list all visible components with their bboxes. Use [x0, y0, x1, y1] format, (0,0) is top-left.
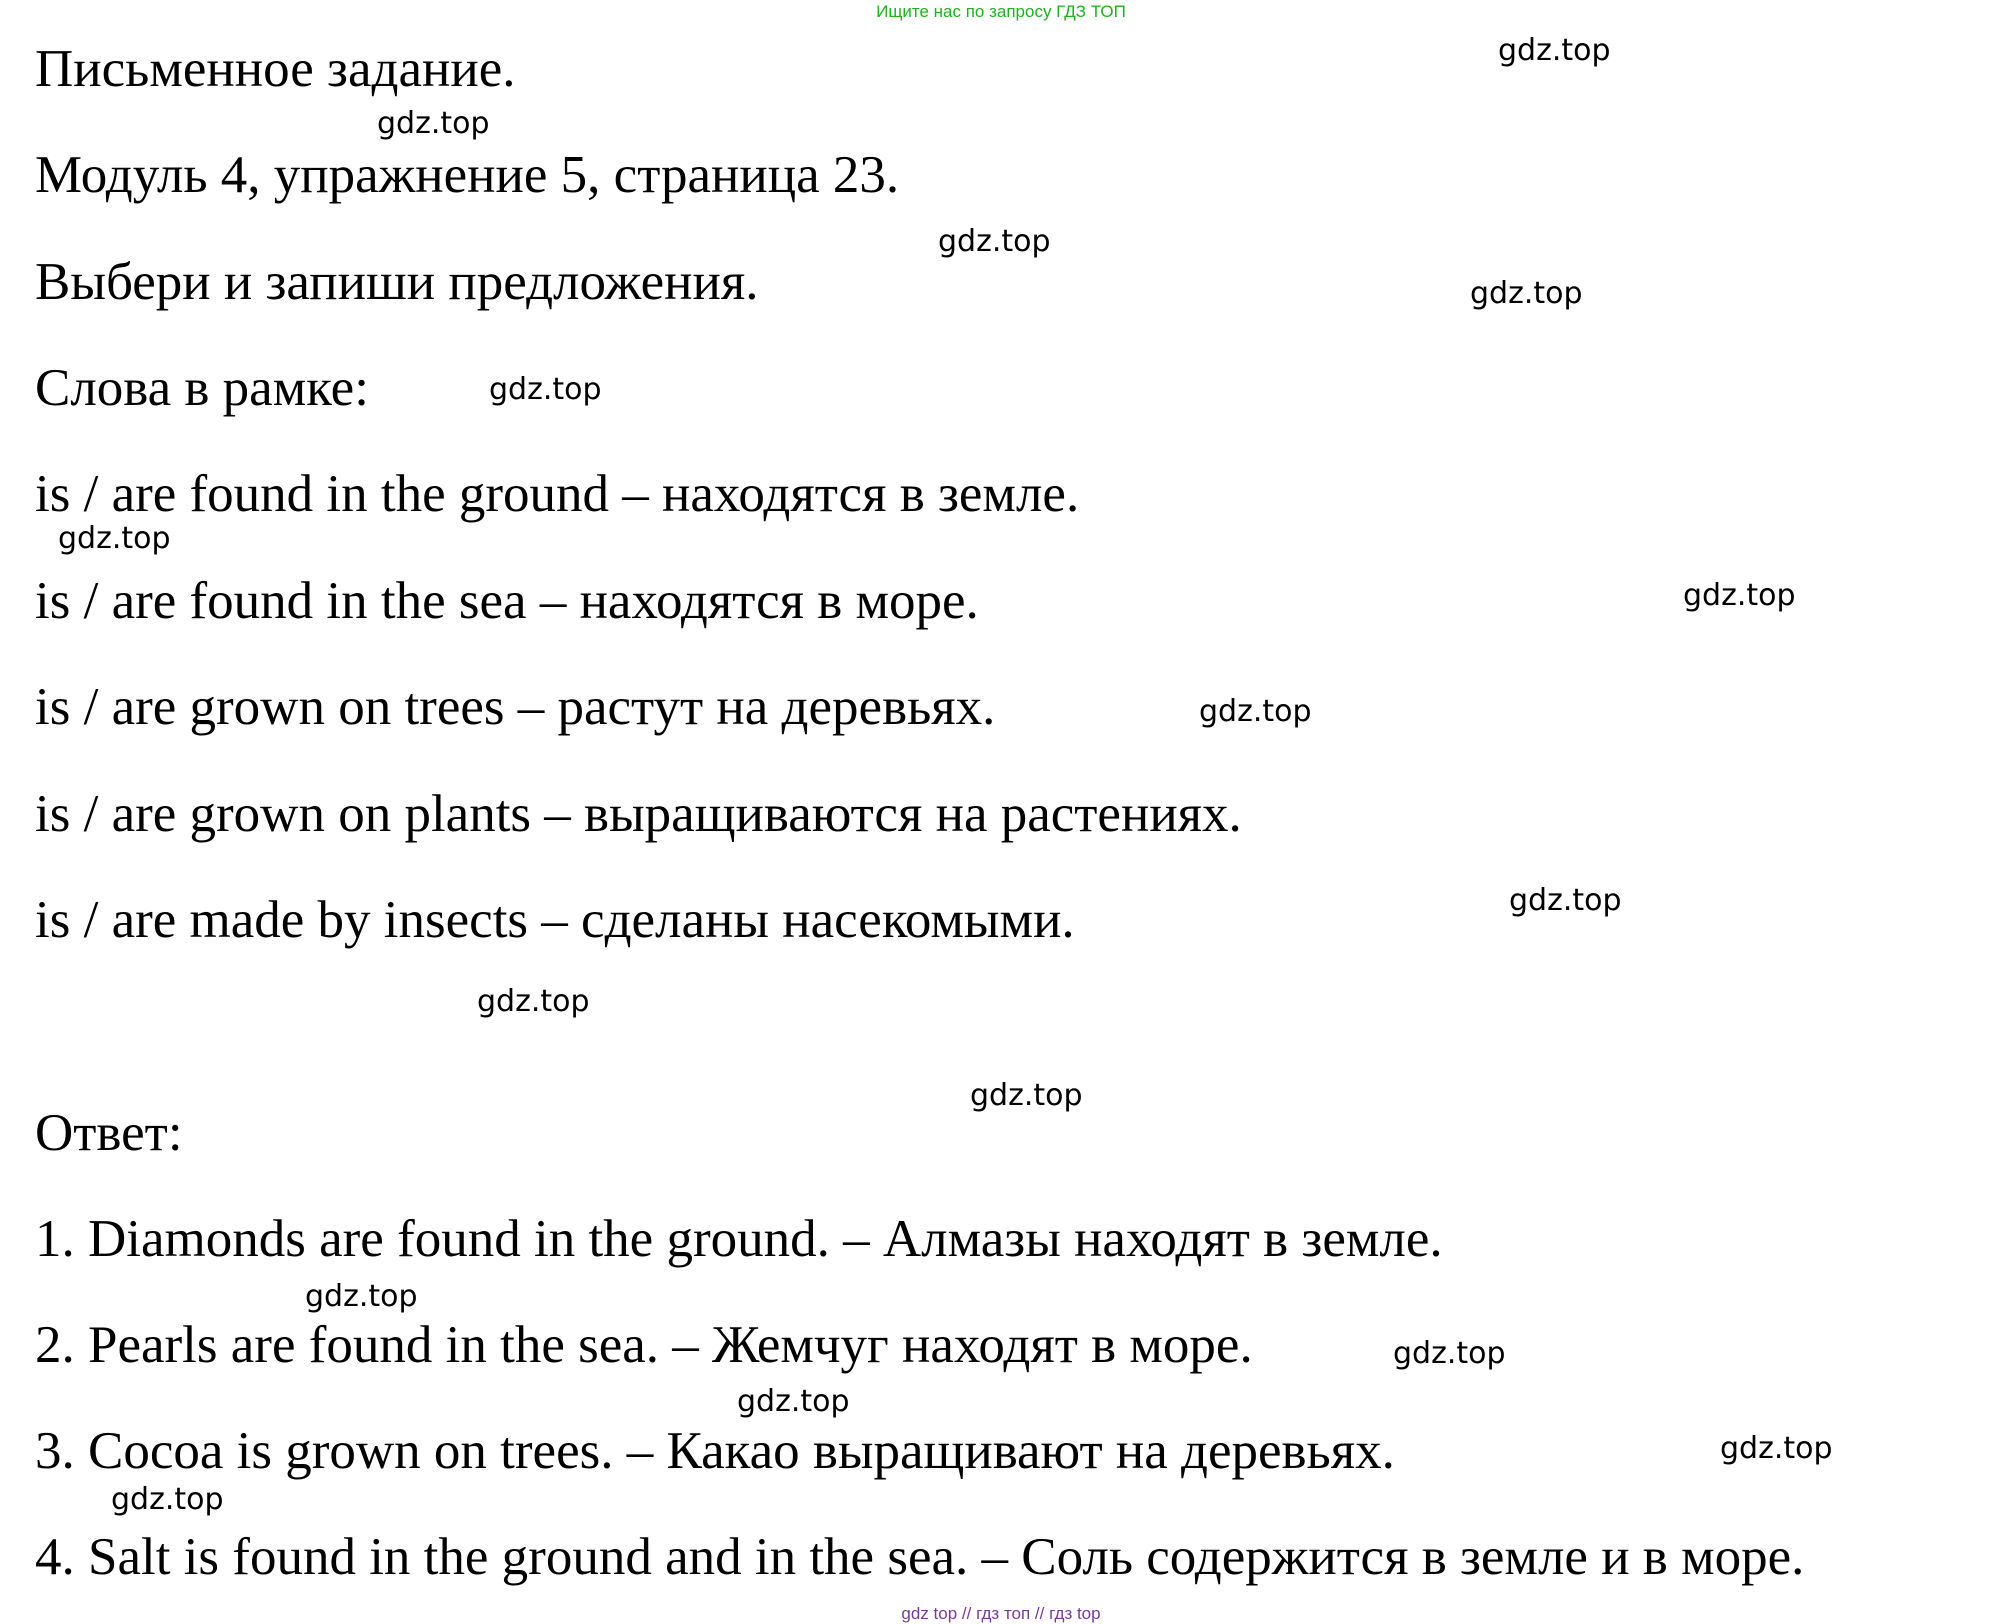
top-banner: Ищите нас по запросу ГДЗ ТОП [876, 2, 1126, 21]
watermark: gdz.top [477, 984, 590, 1019]
words-label: Слова в рамке: [35, 359, 369, 417]
watermark: gdz.top [1498, 33, 1611, 68]
word-item-3: is / are grown on trees – растут на деревьях. [35, 678, 996, 736]
watermark: gdz.top [1470, 276, 1583, 311]
instruction: Выбери и запиши предложения. [35, 253, 759, 311]
watermark: gdz.top [489, 372, 602, 407]
word-item-2: is / are found in the sea – находятся в море. [35, 572, 979, 630]
watermark: gdz.top [938, 224, 1051, 259]
watermark: gdz.top [377, 106, 490, 141]
bottom-banner: gdz top // гдз топ // гдз top [901, 1604, 1101, 1623]
watermark: gdz.top [1683, 578, 1796, 613]
watermark: gdz.top [1720, 1431, 1833, 1466]
word-item-5: is / are made by insects – сделаны насекомыми. [35, 891, 1075, 949]
watermark: gdz.top [305, 1279, 418, 1314]
title: Письменное задание. [35, 40, 516, 98]
answer-4: 4. Salt is found in the ground and in the sea. – Соль содержится в земле и в море. [35, 1528, 1805, 1586]
watermark: gdz.top [1393, 1336, 1506, 1371]
watermark: gdz.top [970, 1078, 1083, 1113]
word-item-1: is / are found in the ground – находятся в земле. [35, 465, 1080, 523]
answer-label: Ответ: [35, 1104, 183, 1162]
answer-3: 3. Cocoa is grown on trees. – Какао выращивают на деревьях. [35, 1422, 1395, 1480]
watermark: gdz.top [1509, 883, 1622, 918]
watermark: gdz.top [1199, 694, 1312, 729]
answer-2: 2. Pearls are found in the sea. – Жемчуг находят в море. [35, 1316, 1253, 1374]
watermark: gdz.top [111, 1482, 224, 1517]
word-item-4: is / are grown on plants – выращиваются на растениях. [35, 785, 1242, 843]
answer-1: 1. Diamonds are found in the ground. – Алмазы находят в земле. [35, 1210, 1443, 1268]
watermark: gdz.top [737, 1384, 850, 1419]
watermark: gdz.top [58, 521, 171, 556]
module-line: Модуль 4, упражнение 5, страница 23. [35, 146, 900, 204]
